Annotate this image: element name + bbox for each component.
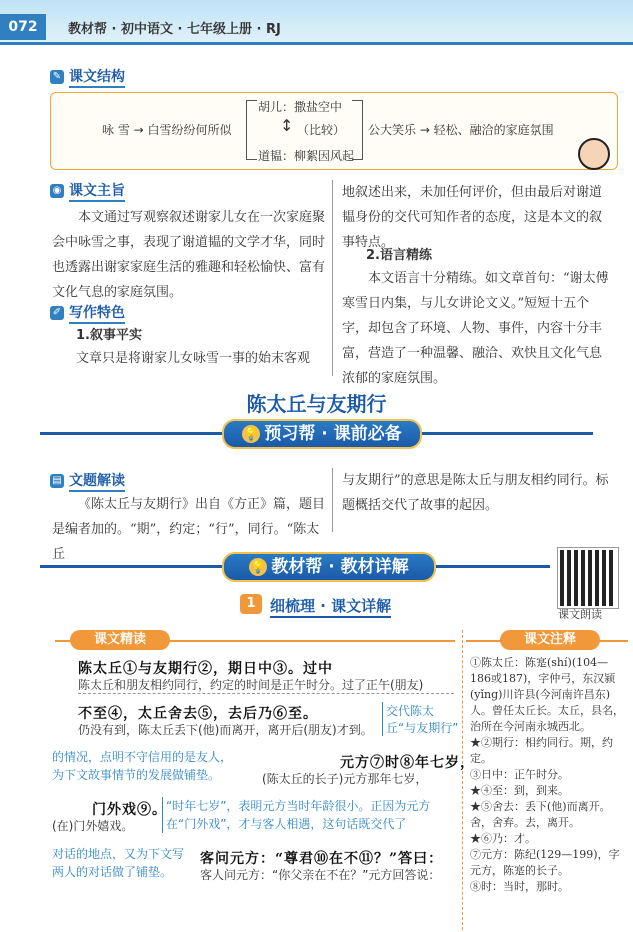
lesson-title: 陈太丘与友期行 bbox=[246, 392, 387, 416]
annotation-4: “时年七岁”，表明元方当时年龄很小。正因为元方在“门外戏”，才与客人相遇，这句话既交代了 bbox=[162, 797, 460, 833]
textbook-band: 💡 教材帮 · 教材详解 bbox=[222, 552, 436, 582]
theme-text: 本文通过写观察叙述谢家儿女在一次家庭聚会中咏雪之事，表现了谢道韫的文学才华，同时也透露出谢家家庭生活的雅趣和轻松愉快、富有文化气息的家庭氛围。 bbox=[52, 210, 326, 300]
book-title: 教材帮 · 初中语文 · 七年级上册 · RJ bbox=[68, 22, 281, 37]
translation-3: (陈太丘的长子)元方那年七岁， bbox=[262, 772, 428, 786]
feature-2-text: 本文语言十分精练。如文章首句：“谢太傅寒雪日内集，与儿女讲论文义。”短短十五个字，却包含了环境、人物、事件，内容十分丰富，营造了一种温馨、融洽、欢快且文化气息浓郁的家庭氛围。 bbox=[342, 271, 609, 386]
translation-2: 仍没有到，陈太丘丢下(他)而离开，离开后(朋友)才到。 bbox=[78, 723, 373, 737]
note-7: ⑦元方：陈纪(129—199)，字元方，陈寔的长子。 bbox=[470, 848, 620, 877]
notes-heading: 课文注释 bbox=[500, 630, 600, 650]
book-icon: ◉ bbox=[50, 184, 64, 198]
features-heading: ✐ 写作特色 bbox=[50, 302, 125, 324]
text-line-1: 陈太丘①与友期行②，期日中③。过中 bbox=[78, 661, 333, 677]
structure-bottom: 道韫：柳絮因风起 bbox=[258, 149, 355, 163]
translation-1: 陈太丘和朋友相约同行，约定的时间是正午时分。过了正午(朋友) bbox=[78, 676, 454, 694]
structure-compare: （比较） bbox=[297, 123, 346, 137]
title-reading-heading: ▤ 文题解读 bbox=[50, 470, 125, 492]
column-divider bbox=[332, 180, 333, 376]
translation-5: 客人问元方：“你父亲在不在？”元方回答说： bbox=[200, 868, 441, 882]
preview-band: 💡 预习帮 · 课前必备 bbox=[222, 419, 422, 449]
feature-1-text-b: 地叙述出来，未加任何评价，但由最后对谢道韫身份的交代可知作者的态度，这是本文的叙事特点。 bbox=[342, 185, 603, 250]
title-reading-left: 《陈太丘与友期行》出自《方正》篇，题目是编者加的。“期”，约定；“行”，同行。“陈太丘 bbox=[52, 497, 326, 562]
feature-1-title: 1.叙事平实 bbox=[76, 328, 142, 343]
column-divider-2 bbox=[332, 468, 333, 532]
note-3: ③日中：正午时分。 bbox=[470, 768, 569, 781]
bulb-icon-2: 💡 bbox=[250, 560, 266, 574]
feature-2-title: 2.语言精练 bbox=[366, 248, 432, 263]
text-line-2: 不至④，太丘舍去⑤，去后乃⑥至。 bbox=[78, 706, 318, 722]
annotation-5: 对话的地点，又为下文写两人的对话做了铺垫。 bbox=[52, 847, 185, 879]
step-title: 细梳理 · 课文详解 bbox=[270, 595, 391, 618]
bookmark-icon: ✎ bbox=[50, 70, 64, 84]
qr-label: 课文朗读 bbox=[558, 608, 602, 621]
bulb-icon: 💡 bbox=[243, 427, 259, 441]
structure-start: 咏 雪 → 白雪纷纷何所似 bbox=[102, 123, 232, 137]
qr-code[interactable] bbox=[558, 548, 618, 608]
structure-top: 胡儿：撒盐空中 bbox=[258, 100, 343, 114]
step-number: 1 bbox=[240, 594, 262, 614]
structure-end: 公大笑乐 → 轻松、融洽的家庭氛围 bbox=[368, 123, 554, 137]
note-1: ①陈太丘：陈寔(shí)(104—186或187)，字仲弓，东汉颍(yǐng)川许县(今河南许昌东)人。曾任太丘长。太丘，县名，治所在今河南永城西北。 bbox=[470, 656, 624, 733]
pencil-icon: ✐ bbox=[50, 306, 64, 320]
note-4: ★④至：到，到来。 bbox=[470, 784, 569, 797]
left-brace bbox=[246, 100, 257, 160]
note-5: ★⑤舍去：丢下(他)而离开。舍，舍弃。去，离开。 bbox=[470, 800, 611, 829]
structure-heading: ✎ 课文结构 bbox=[50, 66, 125, 88]
note-2: ★②期行：相约同行。期，约定。 bbox=[470, 736, 613, 765]
cartoon-girl-icon bbox=[578, 138, 610, 170]
annotation-3: 的情况，点明不守信用的是友人，为下文故事情节的发展做铺垫。 bbox=[52, 750, 233, 782]
title-reading-right: 与友期行”的意思是陈太丘与朋友相约同行。标题概括交代了故事的起因。 bbox=[342, 473, 609, 513]
notebook-icon: ▤ bbox=[50, 474, 64, 488]
note-6: ★⑥乃：才。 bbox=[470, 832, 536, 845]
theme-heading: ◉ 课文主旨 bbox=[50, 180, 125, 202]
text-line-3: 元方⑦时⑧年七岁， bbox=[340, 755, 475, 771]
right-brace bbox=[352, 100, 363, 160]
text-line-4: 门外戏⑨。 bbox=[92, 802, 167, 818]
text-line-5: 客问元方：“尊君⑩在不⑪？”答曰： bbox=[200, 851, 444, 867]
note-8: ⑧时：当时，那时。 bbox=[470, 880, 569, 893]
notes-divider bbox=[462, 630, 464, 930]
page-number: 072 bbox=[0, 14, 46, 40]
translation-4: (在)门外嬉戏。 bbox=[52, 819, 134, 833]
reading-heading: 课文精读 bbox=[70, 630, 170, 650]
feature-1-text-a: 文章只是将谢家儿女咏雪一事的始末客观 bbox=[76, 351, 311, 366]
notes-list bbox=[470, 655, 626, 895]
double-arrow-icon: ↕ bbox=[280, 116, 294, 135]
annotation-2: 交代陈太丘“与友期行” bbox=[382, 702, 460, 736]
